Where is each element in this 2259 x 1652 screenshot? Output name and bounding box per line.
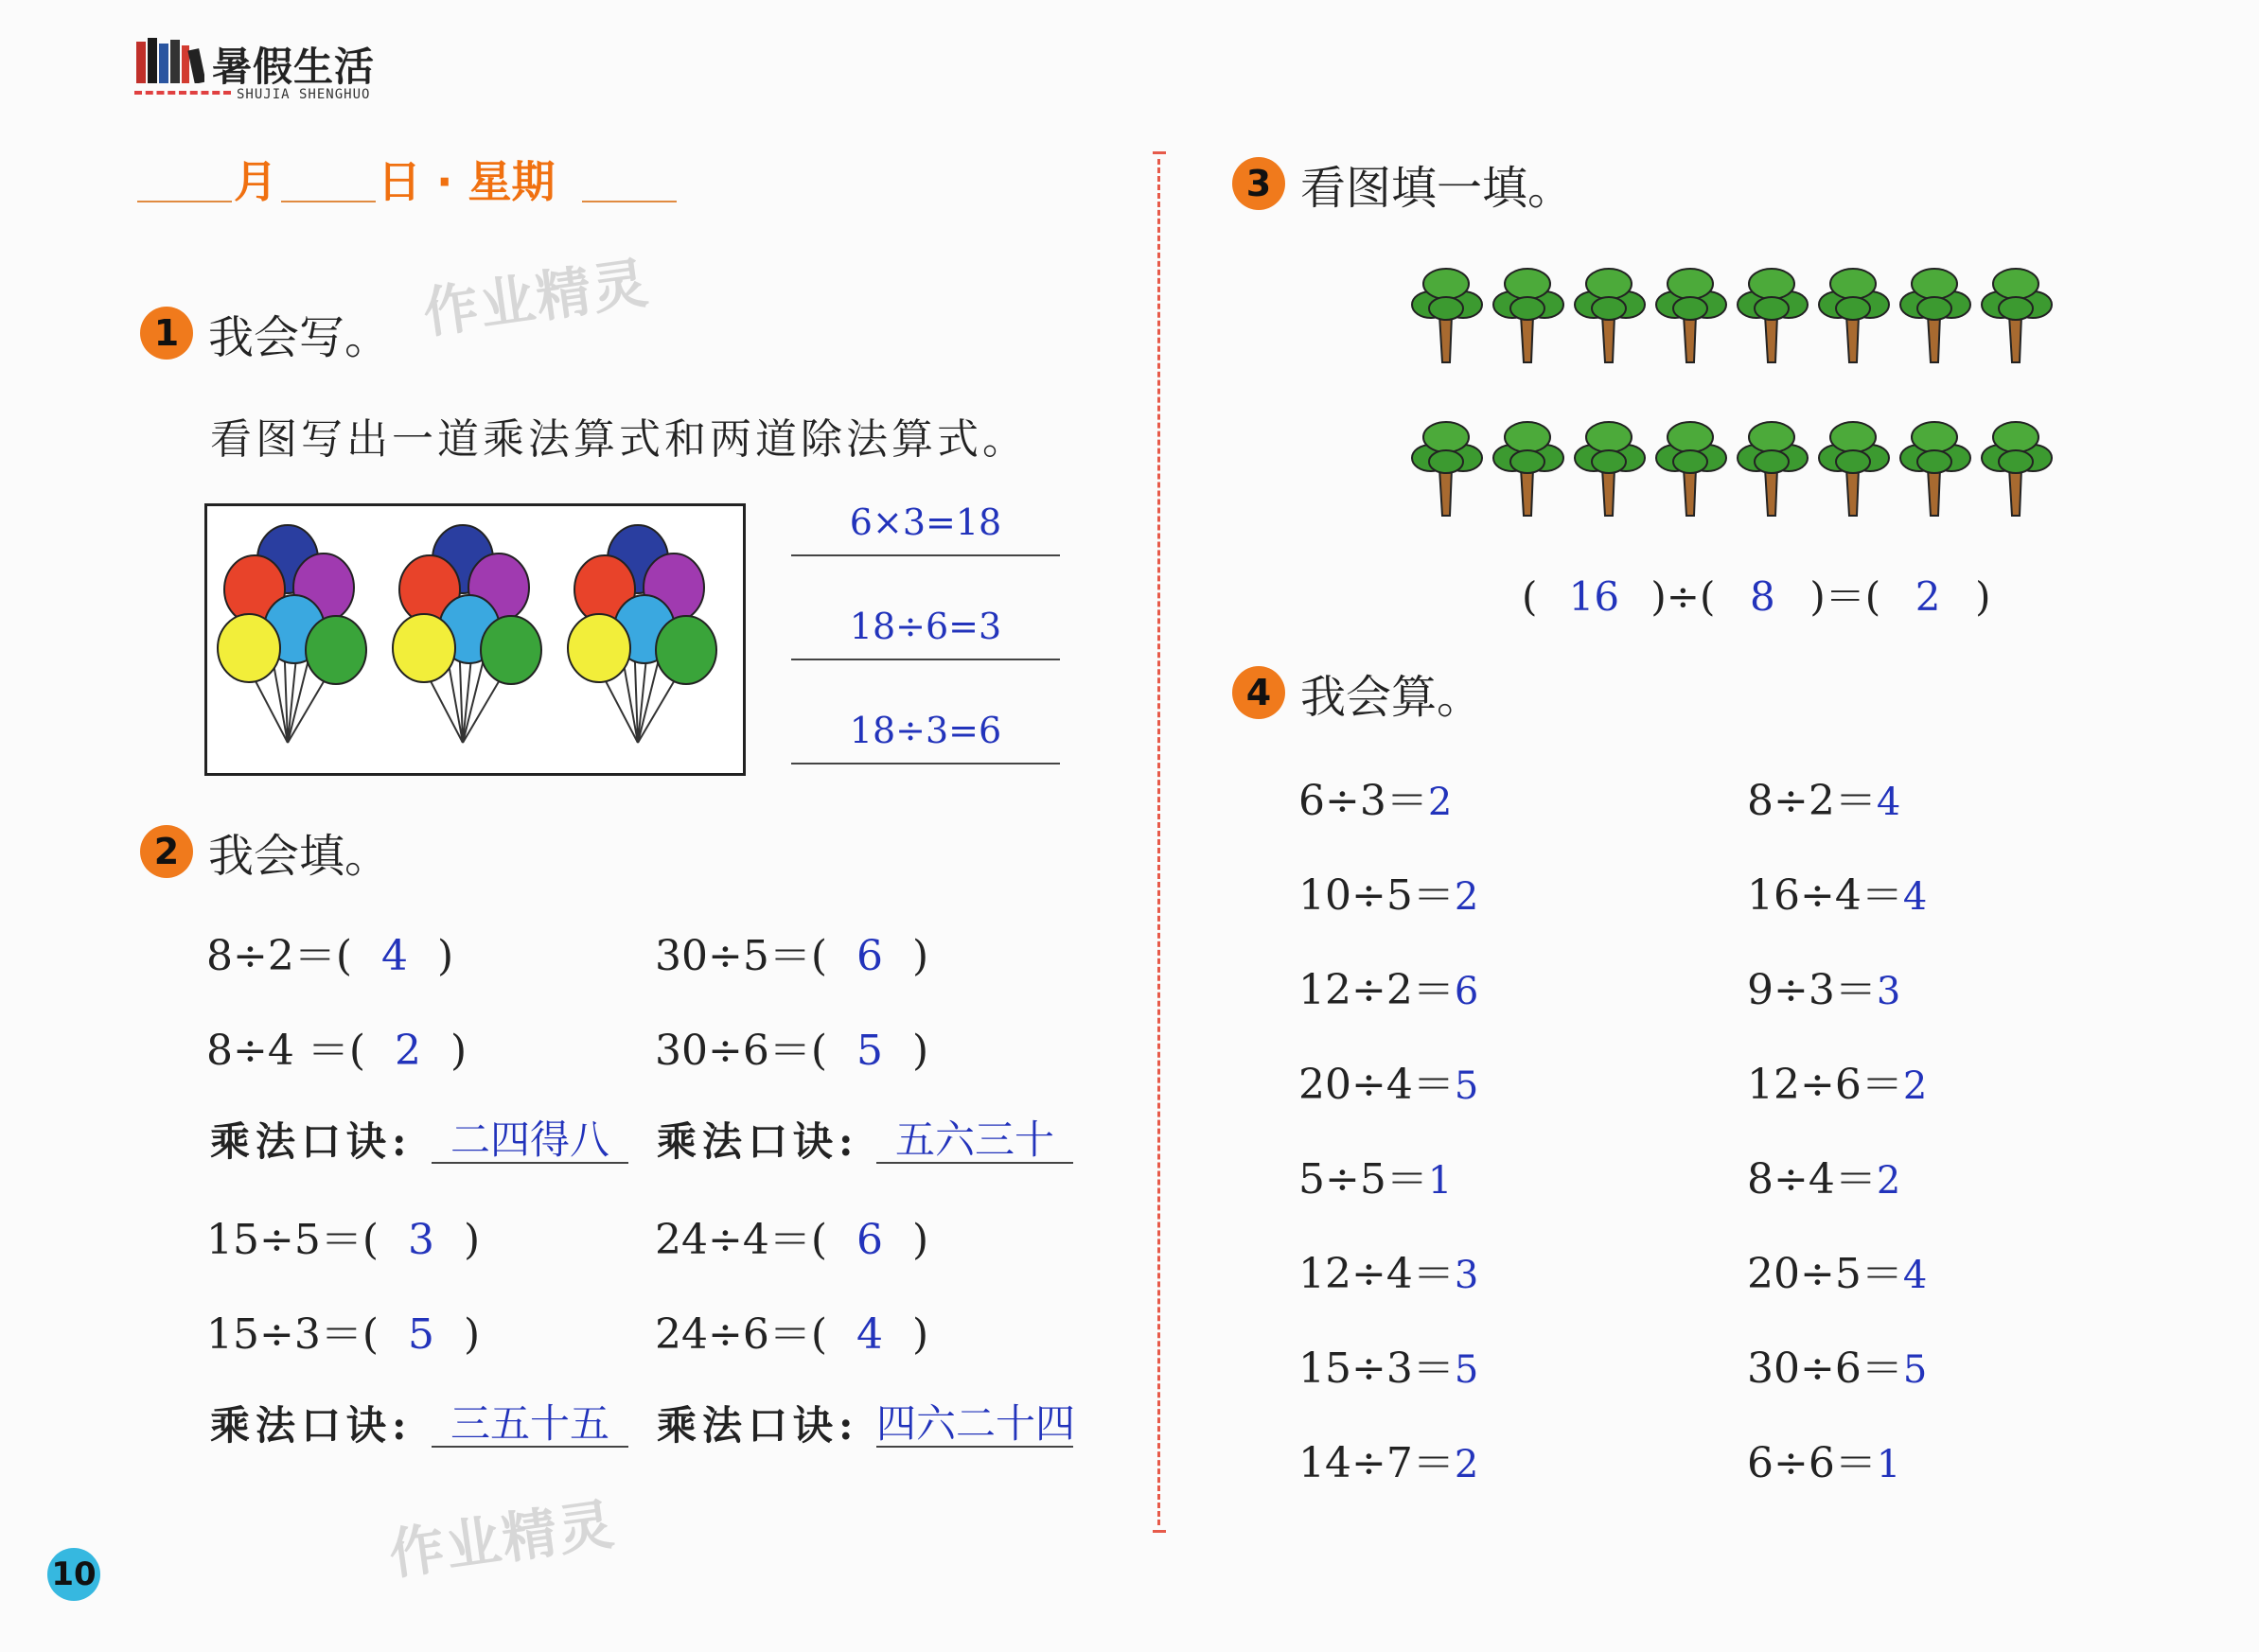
calc-answer[interactable]: 2 xyxy=(1902,1064,1928,1108)
fill-answer[interactable]: 5 xyxy=(408,1310,435,1359)
watermark: 作业精灵 xyxy=(419,250,654,346)
brand-logo xyxy=(134,34,437,110)
brand-subtitle: SHUJIA SHENGHUO xyxy=(237,87,371,102)
trees-picture xyxy=(1408,263,2071,518)
fill-answer[interactable]: 3 xyxy=(408,1216,435,1264)
month-label: 月 xyxy=(234,156,277,207)
answer-line-2[interactable] xyxy=(791,604,1060,660)
calc-answer[interactable]: 4 xyxy=(1902,875,1928,919)
fill-answer[interactable]: 4 xyxy=(856,1310,884,1359)
section-2-header xyxy=(140,819,519,886)
fill-answer[interactable]: 6 xyxy=(856,1216,884,1264)
calc-item: 12÷4＝3 xyxy=(1298,1250,1479,1298)
koujue-answer[interactable]: 五六三十 xyxy=(876,1109,1073,1164)
calc-item: 20÷4＝5 xyxy=(1298,1061,1479,1109)
calc-answer[interactable]: 5 xyxy=(1454,1348,1479,1392)
calc-answer[interactable]: 5 xyxy=(1902,1348,1928,1392)
calc-item: 20÷5＝4 xyxy=(1747,1250,1928,1298)
fill-answer[interactable]: 4 xyxy=(381,932,409,980)
fill-equation: 8÷2＝( 4 ) xyxy=(206,932,454,980)
calc-item: 15÷3＝5 xyxy=(1298,1344,1479,1393)
weekday-label: · 星期 xyxy=(436,156,556,207)
calc-answer[interactable]: 4 xyxy=(1902,1254,1928,1297)
watermark: 作业精灵 xyxy=(385,1491,620,1588)
fill-equation: 30÷6＝( 5 ) xyxy=(655,1027,929,1075)
section-3-header xyxy=(1232,151,1705,218)
fill-answer[interactable]: 2 xyxy=(1915,573,1941,620)
section-title: 我会算。 xyxy=(1300,671,1483,724)
calc-answer[interactable]: 1 xyxy=(1427,1159,1453,1203)
trees-icon xyxy=(1408,263,2071,518)
balloons-icon xyxy=(207,506,743,773)
calc-answer[interactable]: 2 xyxy=(1427,781,1453,824)
fill-equation: 15÷3＝( 5 ) xyxy=(206,1310,481,1359)
koujue-label: 乘法口诀: xyxy=(210,1402,413,1449)
koujue-answer[interactable]: 三五十五 xyxy=(432,1393,628,1448)
date-line xyxy=(137,148,677,207)
calc-answer[interactable]: 3 xyxy=(1876,970,1901,1013)
fill-answer[interactable]: 5 xyxy=(856,1027,884,1075)
answer-line-1[interactable] xyxy=(791,500,1060,556)
balloons-picture xyxy=(204,503,746,776)
answer-division-2: 18÷3=6 xyxy=(849,710,1002,751)
section-title: 我会填。 xyxy=(208,830,391,883)
koujue-label: 乘法口诀: xyxy=(210,1118,413,1165)
fill-equation: 24÷4＝( 6 ) xyxy=(655,1216,929,1264)
section-number: 2 xyxy=(140,825,193,878)
calc-answer[interactable]: 2 xyxy=(1454,1443,1479,1486)
calc-item: 16÷4＝4 xyxy=(1747,871,1928,920)
brand-dots xyxy=(134,91,231,95)
calc-item: 10÷5＝2 xyxy=(1298,871,1479,920)
fill-equation: 8÷4 ＝( 2 ) xyxy=(206,1027,468,1075)
fill-equation: 30÷5＝( 6 ) xyxy=(655,932,929,980)
answer-multiplication: 6×3=18 xyxy=(849,501,1002,543)
calc-answer[interactable]: 3 xyxy=(1454,1254,1479,1297)
calc-item: 8÷2＝4 xyxy=(1747,777,1901,825)
fill-equation: 15÷5＝( 3 ) xyxy=(206,1216,481,1264)
answer-line-3[interactable] xyxy=(791,708,1060,764)
section-1-instruction: 看图写出一道乘法算式和两道除法算式。 xyxy=(210,415,1028,464)
calc-item: 8÷4＝2 xyxy=(1747,1155,1901,1204)
section-number: 1 xyxy=(140,307,193,360)
fill-answer[interactable]: 8 xyxy=(1749,573,1775,620)
brand-title: 暑假生活 xyxy=(212,44,376,90)
books-icon xyxy=(134,38,204,83)
koujue-answer[interactable]: 四六二十四 xyxy=(876,1400,1076,1447)
koujue-label: 乘法口诀: xyxy=(657,1402,859,1449)
section-1-header xyxy=(140,301,519,367)
calc-item: 14÷7＝2 xyxy=(1298,1439,1479,1487)
section-4-header xyxy=(1232,660,1705,727)
calc-answer[interactable]: 2 xyxy=(1876,1159,1901,1203)
tree-equation: ( 16 )÷( 8 )＝( 2 ) xyxy=(1522,573,1991,620)
fill-answer[interactable]: 16 xyxy=(1568,573,1620,620)
calc-answer[interactable]: 2 xyxy=(1454,875,1479,919)
section-title: 看图填一填。 xyxy=(1300,162,1574,215)
section-title: 我会写。 xyxy=(208,311,391,364)
section-number: 4 xyxy=(1232,666,1285,719)
section-number: 3 xyxy=(1232,157,1285,210)
calc-item: 5÷5＝1 xyxy=(1298,1155,1453,1204)
calc-item: 12÷6＝2 xyxy=(1747,1061,1928,1109)
calc-answer[interactable]: 6 xyxy=(1454,970,1479,1013)
koujue-label: 乘法口诀: xyxy=(657,1118,859,1165)
koujue-answer[interactable]: 二四得八 xyxy=(432,1109,628,1164)
calc-answer[interactable]: 1 xyxy=(1876,1443,1901,1486)
fill-answer[interactable]: 2 xyxy=(395,1027,422,1075)
fill-answer[interactable]: 6 xyxy=(856,932,884,980)
page-number: 10 xyxy=(47,1548,100,1601)
answer-division-1: 18÷6=3 xyxy=(849,606,1002,647)
calc-answer[interactable]: 4 xyxy=(1876,781,1901,824)
calc-item: 30÷6＝5 xyxy=(1747,1344,1928,1393)
fill-equation: 24÷6＝( 4 ) xyxy=(655,1310,929,1359)
calc-item: 6÷6＝1 xyxy=(1747,1439,1901,1487)
calc-item: 9÷3＝3 xyxy=(1747,966,1901,1014)
column-divider xyxy=(1153,151,1164,1533)
calc-item: 12÷2＝6 xyxy=(1298,966,1479,1014)
calc-item: 6÷3＝2 xyxy=(1298,777,1453,825)
day-label: 日 xyxy=(378,156,421,207)
calc-answer[interactable]: 5 xyxy=(1454,1064,1479,1108)
